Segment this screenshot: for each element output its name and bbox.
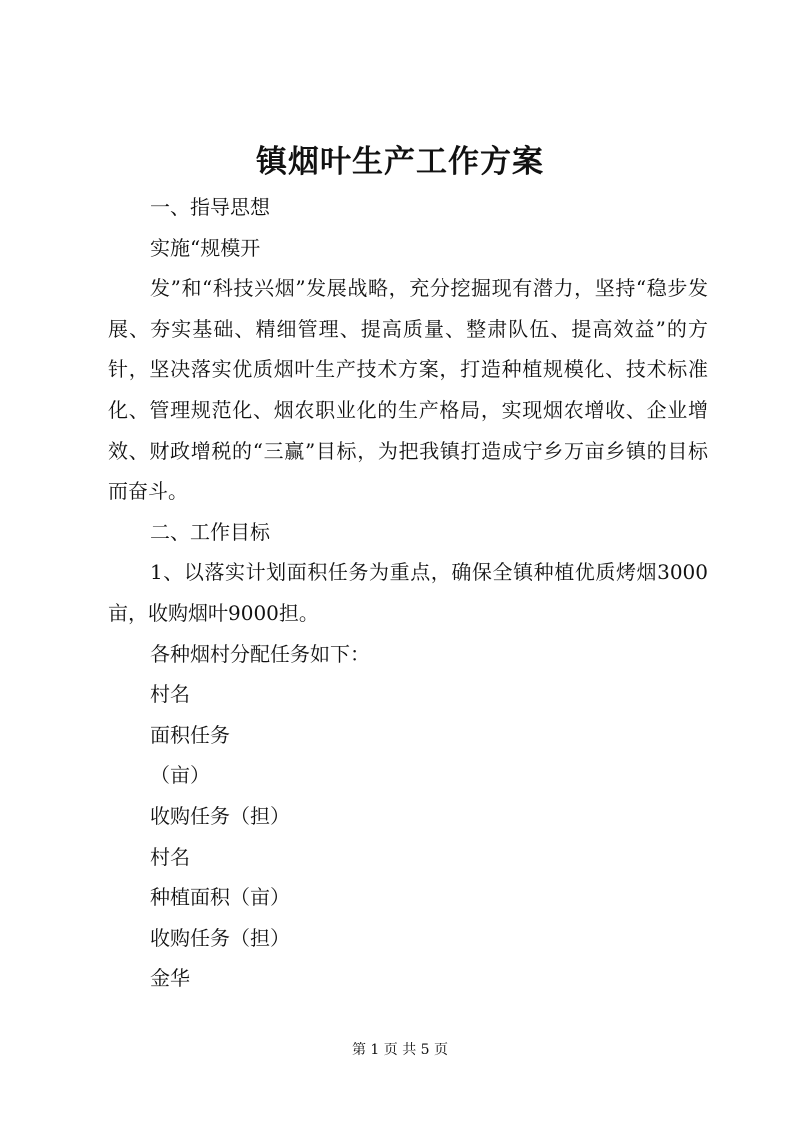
table-label-planting-area: 种植面积（亩） [150,885,290,910]
table-label-village-name: 村名 [150,682,190,707]
document-body [108,187,708,999]
table-label-purchase-task: 收购任务（担） [150,803,290,828]
paragraph-strategy: 发”和“科技兴烟”发展战略，充分挖掘现有潜力，坚持“稳步发展、夯实基础、精细管理、提高质量、整肃队伍、提高效益”的方针，坚决落实优质烟叶生产技术方案，打造种植规模化、技术标准化、管理规范化、烟农职业化的生产格局，实现烟农增收、企业增效、财政增税的“三赢”目标，为把我镇打造成宁乡万亩乡镇的目标而奋斗。 [108,276,708,504]
table-label-purchase-task-2: 收购任务（担） [150,925,290,950]
table-label-area-task: 面积任务 [150,722,230,747]
document-title: 镇烟叶生产工作方案 [256,144,544,180]
table-label-area-unit: （亩） [150,763,210,788]
paragraph-allocation-intro: 各种烟村分配任务如下： [150,641,370,666]
page-footer: 第 1 页 共 5 页 [351,1042,449,1058]
section-heading-guiding-thought: 一、指导思想 [150,195,270,219]
paragraph-implement: 实施“规模开 [150,235,261,260]
table-label-village-name-2: 村名 [150,844,190,869]
paragraph-goal-1: 1、以落实计划面积任务为重点，确保全镇种植优质烤烟3000亩，收购烟叶9000担。 [108,560,708,625]
table-cell-village-jinhua: 金华 [150,966,190,991]
section-heading-work-goals: 二、工作目标 [150,519,270,544]
